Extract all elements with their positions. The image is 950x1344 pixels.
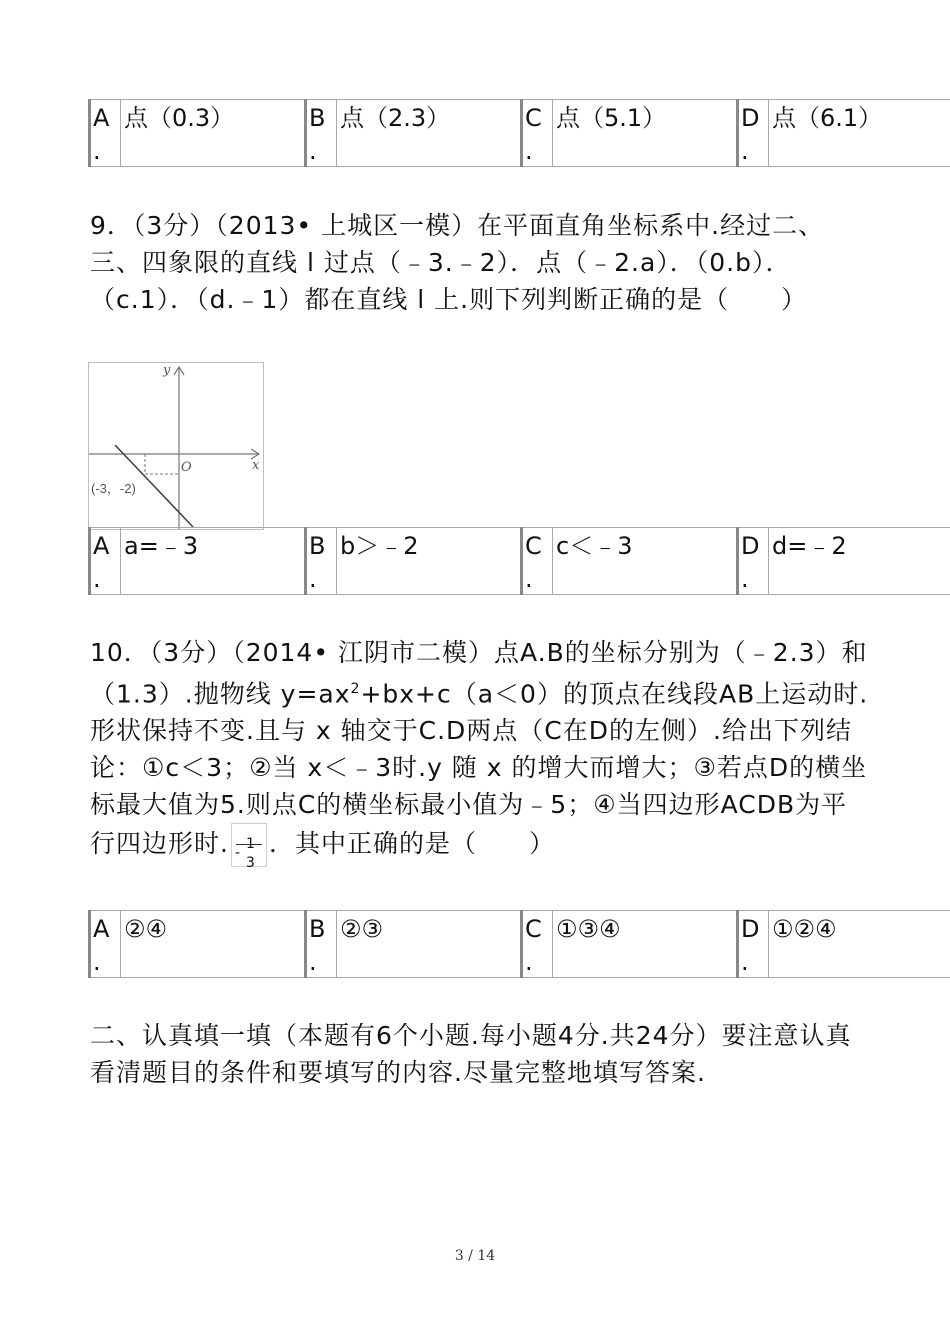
fraction-numerator: 1 [245, 836, 256, 853]
fraction-minus: - [234, 845, 242, 862]
q10-text-part3: ．其中正确的是（ ） [268, 829, 555, 859]
option-a-letter: A . [90, 911, 121, 978]
origin-label: O [181, 460, 192, 475]
option-d-text: 点（6.1） [769, 100, 950, 167]
option-c-text: 点（5.1） [553, 100, 738, 167]
section-2-heading: 二、认真填一填（本题有6个小题.每小题4分.共24分）要注意认真看清题目的条件和要填写的内容.尽量完整地填写答案. [90, 1021, 852, 1087]
option-b-letter: B . [306, 100, 337, 167]
option-a-text: a=﹣3 [121, 528, 306, 595]
option-d-text: d=﹣2 [769, 528, 950, 595]
q10-options-table [88, 910, 950, 978]
option-b-text: b＞﹣2 [337, 528, 522, 595]
question-9-figure [88, 362, 264, 530]
question-9-text: 9．（3分）（2013• 上城区一模）在平面直角坐标系中.经过二、三、四象限的直线 l 过点（﹣3.﹣2）．点（﹣2.a）．（0.b）．（c.1）．（d.﹣1）都在直线 l 上.则下列判断正确的是（ ） [90, 211, 825, 314]
option-c-letter: C . [522, 100, 553, 167]
q10-text-part1: 10．（3分）（2014• 江阴市二模）点A.B的坐标分别为（﹣2.3）和（1.3）.抛物线 y=ax [90, 638, 868, 709]
fraction-denominator: 3 [245, 855, 256, 872]
option-c-letter: C . [522, 528, 553, 595]
q10-text-part2: +bx+c（a＜0）的顶点在线段AB上运动时.形状保持不变.且与 x 轴交于C.D两点（C在D的左侧）.给出下列结论：①c＜3；②当 x＜﹣3时.y 随 x 的增大而增大；③若点D的横坐标最大值为5.则点C的横坐标最小值为﹣5；④当四边形ACDB为平行四边形时. [90, 679, 869, 859]
option-a-text: ②④ [121, 911, 306, 978]
option-a-letter: A . [90, 528, 121, 595]
q8-options-table [88, 99, 950, 167]
y-axis-label: y [163, 363, 171, 378]
option-d-letter: D . [738, 100, 769, 167]
option-b-letter: B . [306, 911, 337, 978]
coordinate-graph [89, 363, 263, 529]
page-number: 3 / 14 [454, 1248, 496, 1264]
option-d-letter: D . [738, 911, 769, 978]
q9-options-table [88, 527, 950, 595]
exponent: 2 [350, 681, 361, 697]
fraction-image [231, 823, 267, 872]
option-c-text: ①③④ [553, 911, 738, 978]
option-a-letter: A . [90, 100, 121, 167]
option-b-text: ②③ [337, 911, 522, 978]
x-axis-label: x [252, 458, 260, 473]
option-b-letter: B . [306, 528, 337, 595]
option-d-letter: D . [738, 528, 769, 595]
option-b-text: 点（2.3） [337, 100, 522, 167]
option-c-text: c＜﹣3 [553, 528, 738, 595]
option-d-text: ①②④ [769, 911, 950, 978]
point-label: (-3，-2) [91, 481, 136, 496]
question-10-text [90, 634, 870, 872]
option-a-text: 点（0.3） [121, 100, 306, 167]
option-c-letter: C . [522, 911, 553, 978]
